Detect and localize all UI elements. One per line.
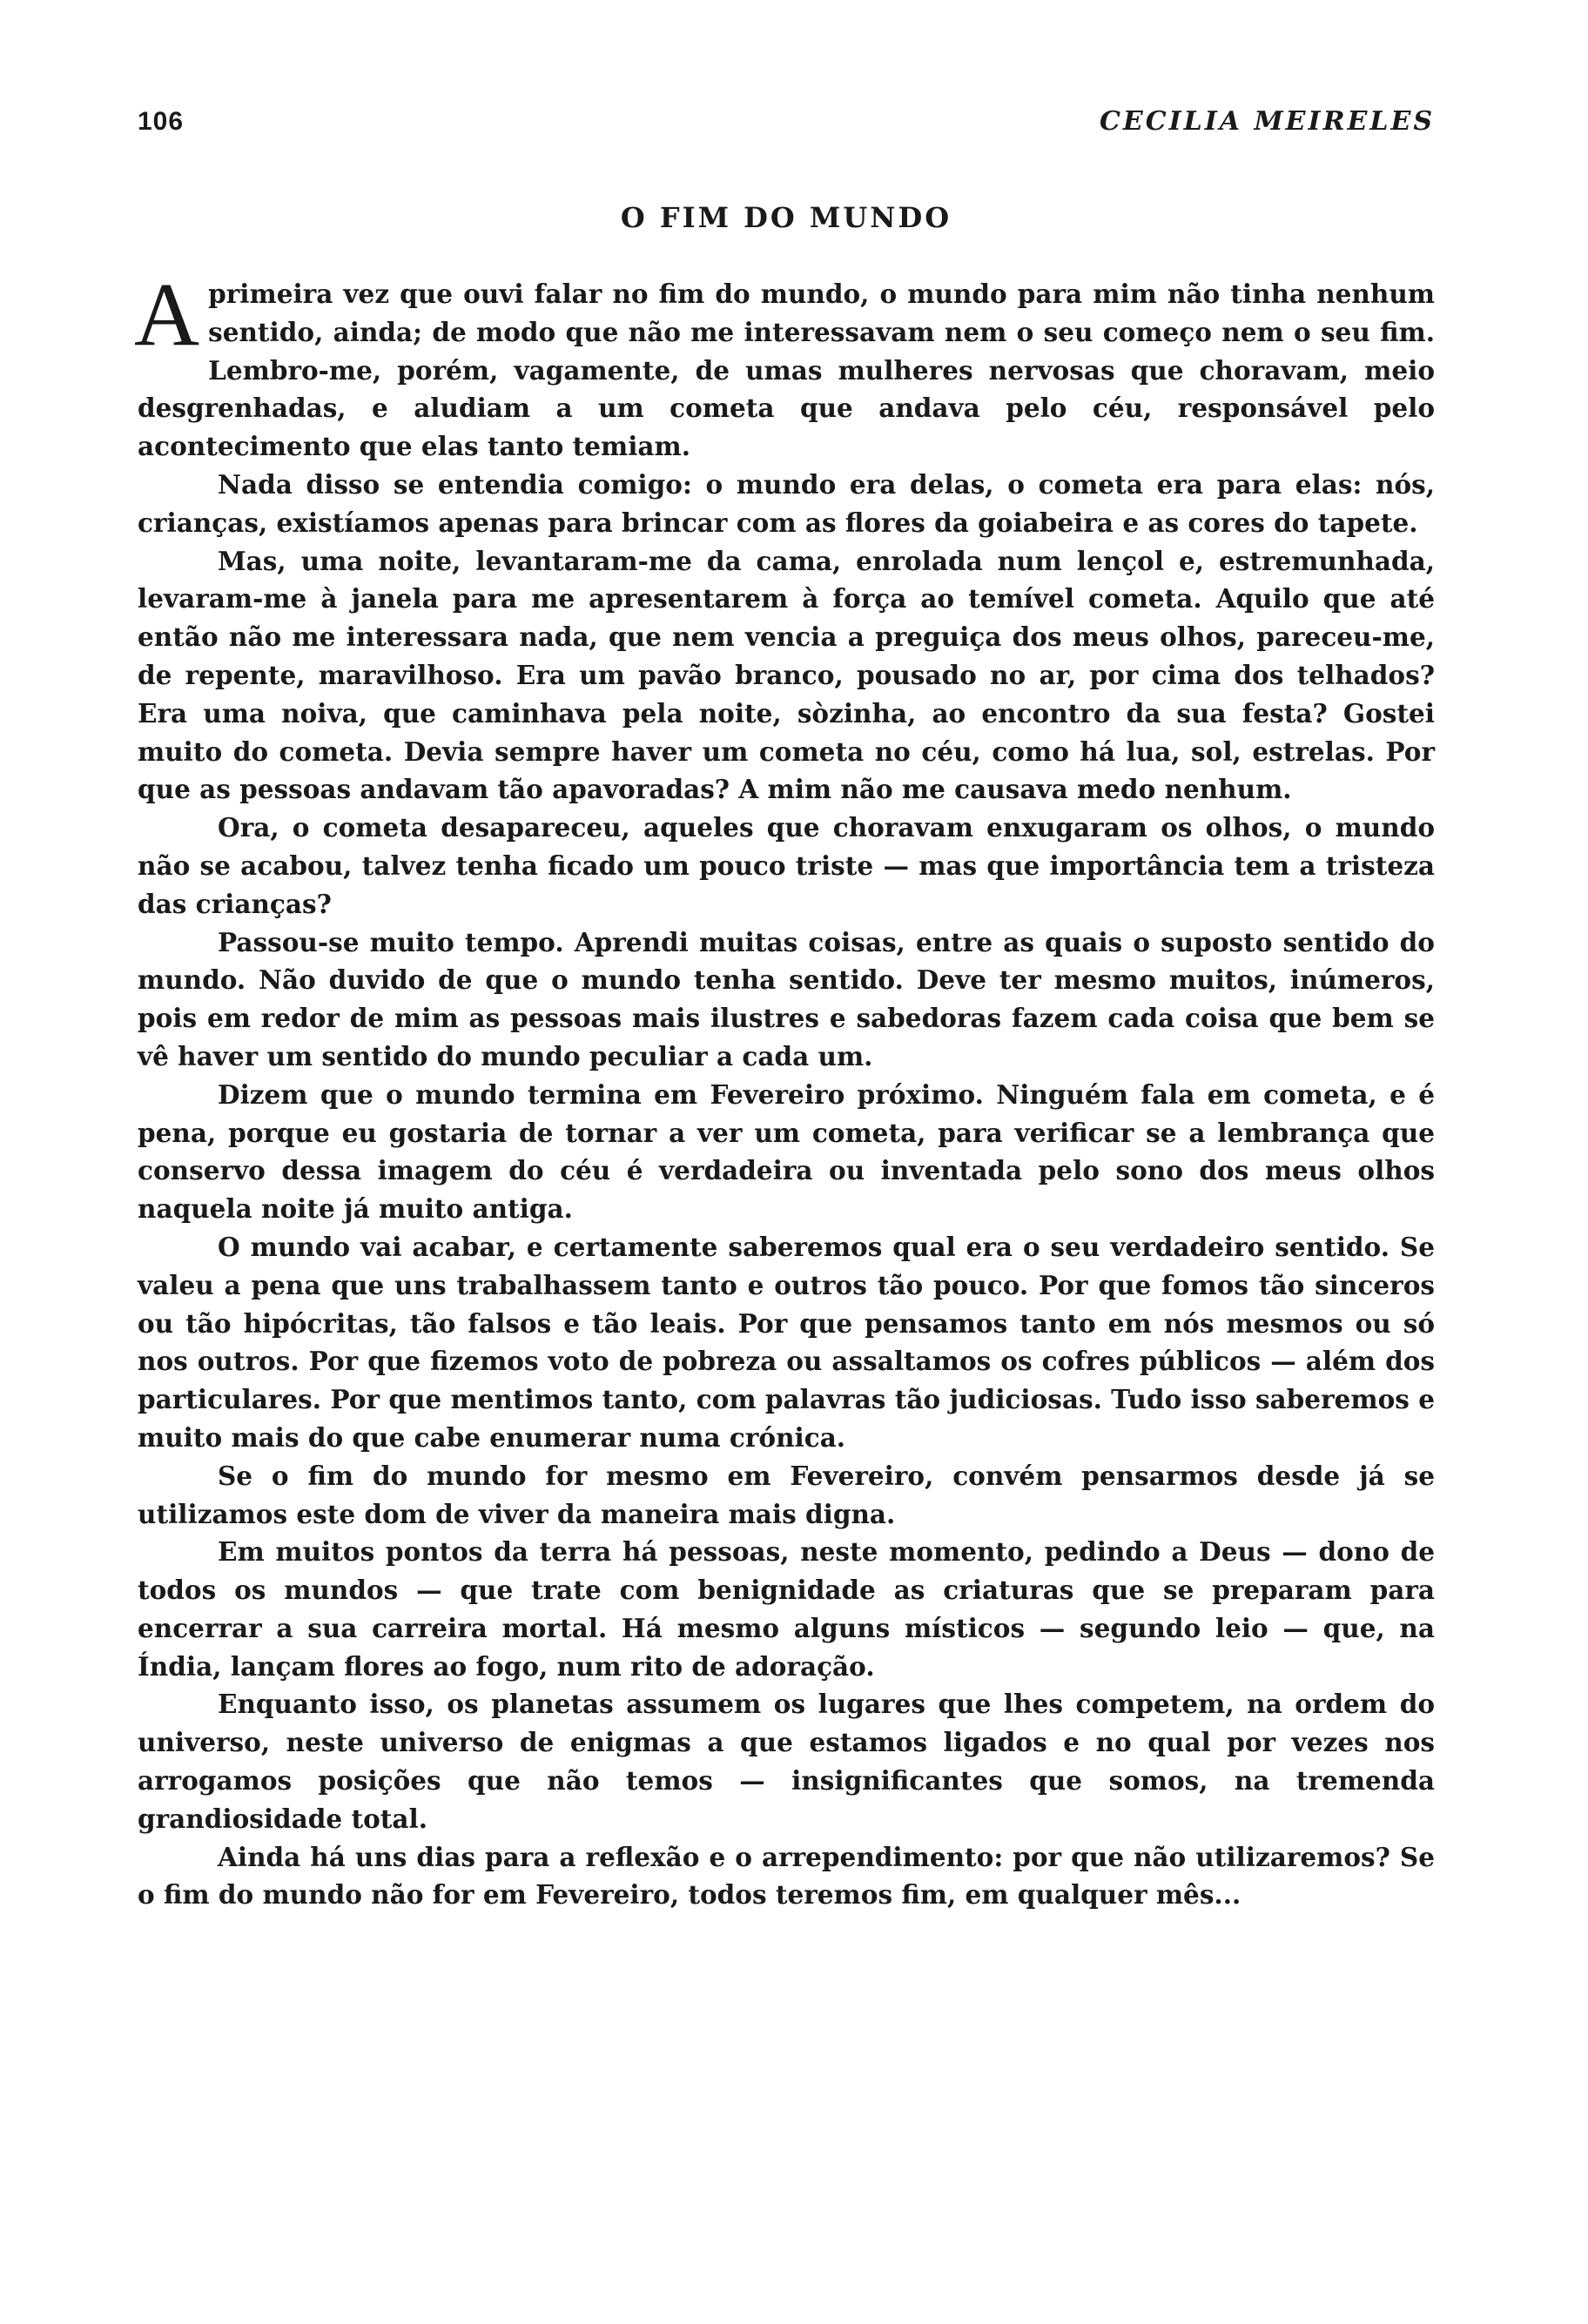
running-head: [138, 103, 1435, 141]
paragraph: Nada disso se entendia comigo: o mundo era delas, o cometa era para elas: nós, crianças, existíamos apenas para brincar com as flores da goiabeira e as cores do tapete.: [138, 468, 1435, 538]
chapter-title: O FIM DO MUNDO: [620, 201, 952, 234]
paragraph: [134, 265, 1435, 466]
chapter-body: [134, 265, 1435, 1914]
paragraph-text: primeira vez que ouvi falar no fim do mundo, o mundo para mim não tinha nenhum sentido, ainda; de modo que não me interessavam nem o seu começo nem o seu fim. Lembro-me, porém, vagamente, de umas mulheres nervosas que choravam, meio desgrenhadas, e aludiam a um cometa que andava pelo céu, responsável pelo acontecimento que elas tanto temiam.: [138, 279, 1435, 462]
drop-cap: A: [134, 265, 200, 365]
paragraph: Mas, uma noite, levantaram-me da cama, enrolada num lençol e, estremunhada, levaram-me à janela para me apresentarem à força ao temível cometa. Aquilo que até então não me interessara nada, que nem vencia a preguiça dos meus olhos, pareceu-me, de repente, maravilhoso. Era um pavão branco, pousado no ar, por cima dos telhados? Era uma noiva, que caminhava pela noite, sòzinha, ao encontro da sua festa? Gostei muito do cometa. Devia sempre haver um cometa no céu, como há lua, sol, estrelas. Por que as pessoas andavam tão apavoradas? A mim não me causava medo nenhum.: [138, 545, 1435, 805]
author-name: CECILIA MEIRELES: [1099, 106, 1435, 137]
paragraph: Em muitos pontos da terra há pessoas, neste momento, pedindo a Deus — dono de todos os mundos — que trate com benignidade as criaturas que se preparam para encerrar a sua carreira mortal. Há mesmo alguns místicos — segundo leio — que, na Índia, lançam flores ao fogo, num rito de adoração.: [138, 1536, 1435, 1682]
paragraph: Se o fim do mundo for mesmo em Fevereiro, convém pensarmos desde já se utilizamos este dom de viver da maneira mais digna.: [138, 1460, 1435, 1529]
paragraph: Ora, o cometa desapareceu, aqueles que choravam enxugaram os olhos, o mundo não se acabou, talvez tenha ficado um pouco triste — mas que importância tem a tristeza das crianças?: [138, 812, 1435, 919]
paragraph: Enquanto isso, os planetas assumem os lugares que lhes competem, na ordem do universo, neste universo de enigmas a que estamos ligados e no qual por vezes nos arrogamos posições que não temos — insignificantes que somos, na tremenda grandiosidade total.: [138, 1689, 1435, 1834]
paragraph: Ainda há uns dias para a reflexão e o arrependimento: por que não utilizaremos? Se o fim do mundo não for em Fevereiro, todos teremos fim, em qualquer mês...: [138, 1841, 1435, 1911]
paragraph: Passou-se muito tempo. Aprendi muitas coisas, entre as quais o suposto sentido do mundo. Não duvido de que o mundo tenha sentido. Deve ter mesmo muitos, inúmeros, pois em redor de mim as pessoas mais ilustres e sabedoras fazem cada coisa que bem se vê haver um sentido do mundo peculiar a cada um.: [138, 926, 1435, 1071]
book-page: [134, 103, 1435, 1914]
paragraph: Dizem que o mundo termina em Fevereiro próximo. Ninguém fala em cometa, e é pena, porque eu gostaria de tornar a ver um cometa, para verificar se a lembrança que conservo dessa imagem do céu é verdadeira ou inventada pelo sono dos meus olhos naquela noite já muito antiga.: [138, 1078, 1435, 1225]
page-number: 106: [138, 107, 185, 136]
paragraph: O mundo vai acabar, e certamente saberemos qual era o seu verdadeiro sentido. Se valeu a pena que uns trabalhassem tanto e outros tão pouco. Por que fomos tão sinceros ou tão hipócritas, tão falsos e tão leais. Por que pensamos tanto em nós mesmos ou só nos outros. Por que fizemos voto de pobreza ou assaltamos os cofres públicos — além dos particulares. Por que mentimos tanto, com palavras tão judiciosas. Tudo isso saberemos e muito mais do que cabe enumerar numa crónica.: [138, 1231, 1435, 1453]
